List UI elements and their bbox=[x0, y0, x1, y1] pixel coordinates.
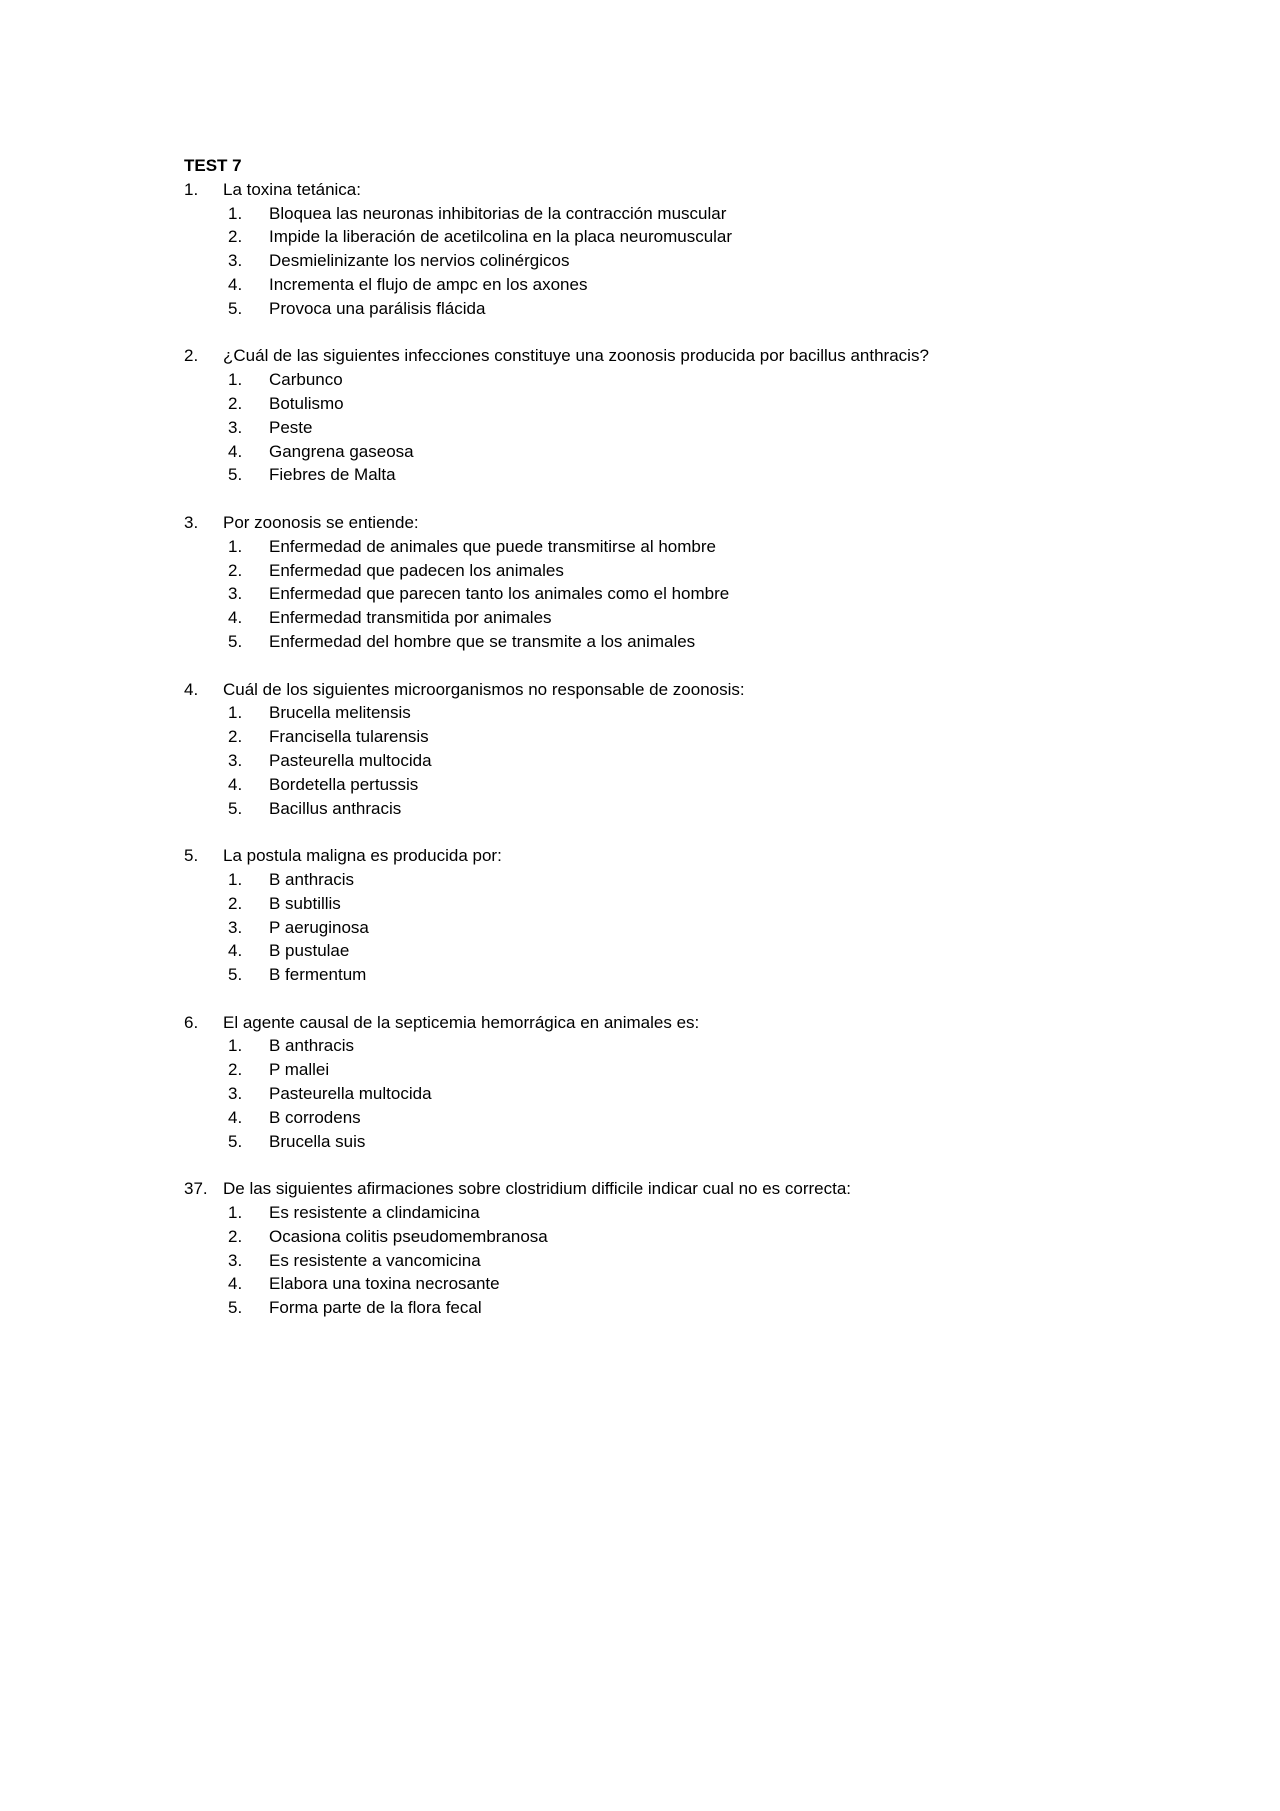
option-number: 2. bbox=[228, 727, 243, 747]
question-number: 37. bbox=[184, 1179, 208, 1199]
option-number: 5. bbox=[228, 1131, 243, 1151]
option-number: 5. bbox=[228, 798, 243, 818]
option-number: 5. bbox=[228, 465, 243, 485]
option-list bbox=[184, 202, 1184, 321]
option-number: 5. bbox=[228, 298, 243, 318]
option-text: Francisella tularensis bbox=[269, 727, 429, 747]
option-number: 5. bbox=[228, 965, 243, 985]
question-number: 4. bbox=[184, 679, 199, 699]
option-number: 3. bbox=[228, 1250, 243, 1270]
question-text: Por zoonosis se entiende: bbox=[223, 512, 419, 532]
option-item bbox=[184, 416, 1184, 440]
option-number: 4. bbox=[228, 608, 243, 628]
question-row bbox=[184, 511, 1184, 535]
option-item bbox=[184, 1034, 1184, 1058]
option-item bbox=[184, 797, 1184, 821]
option-text: Botulismo bbox=[269, 393, 344, 413]
option-text: B anthracis bbox=[269, 1036, 355, 1056]
option-item bbox=[184, 749, 1184, 773]
option-item bbox=[184, 440, 1184, 464]
option-text: Provoca una parálisis flácida bbox=[269, 298, 486, 318]
option-number: 5. bbox=[228, 1298, 243, 1318]
option-number: 4. bbox=[228, 274, 243, 294]
option-item bbox=[184, 1249, 1184, 1273]
question-text: La toxina tetánica: bbox=[223, 179, 361, 199]
option-item bbox=[184, 939, 1184, 963]
option-item bbox=[184, 606, 1184, 630]
option-number: 3. bbox=[228, 584, 243, 604]
option-item bbox=[184, 1130, 1184, 1154]
option-item bbox=[184, 249, 1184, 273]
option-number: 2. bbox=[228, 393, 243, 413]
option-text: Gangrena gaseosa bbox=[269, 441, 414, 461]
option-number: 1. bbox=[228, 1036, 243, 1056]
option-text: Es resistente a clindamicina bbox=[269, 1203, 480, 1223]
option-item bbox=[184, 559, 1184, 583]
question-block bbox=[184, 1177, 1184, 1320]
option-item bbox=[184, 773, 1184, 797]
option-number: 1. bbox=[228, 370, 243, 390]
question-block bbox=[184, 844, 1184, 1011]
question-spacer bbox=[184, 654, 1184, 678]
option-text: Bordetella pertussis bbox=[269, 774, 419, 794]
question-row bbox=[184, 844, 1184, 868]
option-number: 3. bbox=[228, 750, 243, 770]
option-number: 3. bbox=[228, 917, 243, 937]
option-text: Enfermedad que padecen los animales bbox=[269, 560, 564, 580]
option-item bbox=[184, 535, 1184, 559]
option-number: 3. bbox=[228, 417, 243, 437]
option-number: 1. bbox=[228, 536, 243, 556]
option-text: Brucella melitensis bbox=[269, 703, 411, 723]
option-text: Fiebres de Malta bbox=[269, 465, 396, 485]
question-number: 5. bbox=[184, 846, 199, 866]
option-text: Enfermedad del hombre que se transmite a los animales bbox=[269, 631, 696, 651]
option-item bbox=[184, 297, 1184, 321]
option-number: 4. bbox=[228, 1107, 243, 1127]
question-text: Cuál de los siguientes microorganismos no responsable de zoonosis: bbox=[223, 679, 745, 699]
option-text: Enfermedad transmitida por animales bbox=[269, 608, 552, 628]
option-text: B pustulae bbox=[269, 941, 350, 961]
option-text: Forma parte de la flora fecal bbox=[269, 1298, 482, 1318]
option-item bbox=[184, 392, 1184, 416]
option-text: Enfermedad que parecen tanto los animales como el hombre bbox=[269, 584, 730, 604]
option-item bbox=[184, 368, 1184, 392]
option-item bbox=[184, 273, 1184, 297]
option-item bbox=[184, 963, 1184, 987]
option-text: Pasteurella multocida bbox=[269, 1084, 432, 1104]
question-block bbox=[184, 678, 1184, 845]
option-text: Es resistente a vancomicina bbox=[269, 1250, 481, 1270]
question-text: ¿Cuál de las siguientes infecciones constituye una zoonosis producida por bacillus anthracis? bbox=[223, 346, 929, 366]
question-row bbox=[184, 1011, 1184, 1035]
option-item bbox=[184, 892, 1184, 916]
option-list bbox=[184, 1034, 1184, 1153]
option-number: 2. bbox=[228, 1226, 243, 1246]
option-text: B fermentum bbox=[269, 965, 367, 985]
option-item bbox=[184, 1225, 1184, 1249]
option-number: 3. bbox=[228, 1084, 243, 1104]
option-number: 2. bbox=[228, 893, 243, 913]
option-text: Pasteurella multocida bbox=[269, 750, 432, 770]
option-number: 3. bbox=[228, 251, 243, 271]
option-text: Ocasiona colitis pseudomembranosa bbox=[269, 1226, 548, 1246]
option-item bbox=[184, 630, 1184, 654]
option-number: 1. bbox=[228, 203, 243, 223]
option-text: P mallei bbox=[269, 1060, 330, 1080]
option-list bbox=[184, 868, 1184, 987]
option-item bbox=[184, 1201, 1184, 1225]
option-text: Desmielinizante los nervios colinérgicos bbox=[269, 251, 570, 271]
option-text: Bloquea las neuronas inhibitorias de la contracción muscular bbox=[269, 203, 727, 223]
question-block bbox=[184, 344, 1184, 511]
question-number: 2. bbox=[184, 346, 199, 366]
option-number: 2. bbox=[228, 1060, 243, 1080]
option-list bbox=[184, 368, 1184, 487]
question-block bbox=[184, 178, 1184, 345]
option-text: P aeruginosa bbox=[269, 917, 369, 937]
option-number: 4. bbox=[228, 774, 243, 794]
option-item bbox=[184, 225, 1184, 249]
option-number: 4. bbox=[228, 1274, 243, 1294]
option-number: 4. bbox=[228, 441, 243, 461]
option-number: 4. bbox=[228, 941, 243, 961]
question-row bbox=[184, 344, 1184, 368]
option-text: Peste bbox=[269, 417, 313, 437]
question-row bbox=[184, 178, 1184, 202]
question-spacer bbox=[184, 321, 1184, 345]
option-list bbox=[184, 535, 1184, 654]
question-number: 6. bbox=[184, 1012, 199, 1032]
document-content bbox=[184, 154, 1184, 1320]
option-item bbox=[184, 1296, 1184, 1320]
option-number: 5. bbox=[228, 631, 243, 651]
option-list bbox=[184, 701, 1184, 820]
option-item bbox=[184, 868, 1184, 892]
option-text: B anthracis bbox=[269, 869, 355, 889]
option-item bbox=[184, 725, 1184, 749]
option-text: Bacillus anthracis bbox=[269, 798, 402, 818]
question-number: 1. bbox=[184, 179, 199, 199]
option-item bbox=[184, 916, 1184, 940]
option-text: Incrementa el flujo de ampc en los axones bbox=[269, 274, 588, 294]
option-item bbox=[184, 202, 1184, 226]
option-text: Elabora una toxina necrosante bbox=[269, 1274, 500, 1294]
question-spacer bbox=[184, 987, 1184, 1011]
question-spacer bbox=[184, 487, 1184, 511]
option-number: 2. bbox=[228, 560, 243, 580]
question-text: El agente causal de la septicemia hemorrágica en animales es: bbox=[223, 1012, 700, 1032]
option-text: B subtillis bbox=[269, 893, 341, 913]
question-row bbox=[184, 678, 1184, 702]
question-list bbox=[184, 178, 1184, 1320]
option-number: 2. bbox=[228, 227, 243, 247]
option-item bbox=[184, 1272, 1184, 1296]
document-title: TEST 7 bbox=[184, 156, 242, 175]
option-item bbox=[184, 463, 1184, 487]
option-item bbox=[184, 701, 1184, 725]
option-item bbox=[184, 1058, 1184, 1082]
question-text: De las siguientes afirmaciones sobre clostridium difficile indicar cual no es correcta: bbox=[223, 1179, 852, 1199]
question-block bbox=[184, 1011, 1184, 1178]
question-row bbox=[184, 1177, 1184, 1201]
option-item bbox=[184, 1106, 1184, 1130]
option-number: 1. bbox=[228, 703, 243, 723]
option-item bbox=[184, 582, 1184, 606]
option-number: 1. bbox=[228, 869, 243, 889]
question-spacer bbox=[184, 820, 1184, 844]
question-text: La postula maligna es producida por: bbox=[223, 846, 502, 866]
option-text: Impide la liberación de acetilcolina en la placa neuromuscular bbox=[269, 227, 733, 247]
question-block bbox=[184, 511, 1184, 678]
question-number: 3. bbox=[184, 512, 199, 532]
option-item bbox=[184, 1082, 1184, 1106]
option-text: Enfermedad de animales que puede transmitirse al hombre bbox=[269, 536, 716, 556]
option-text: Carbunco bbox=[269, 370, 343, 390]
option-text: B corrodens bbox=[269, 1107, 361, 1127]
question-spacer bbox=[184, 1153, 1184, 1177]
option-number: 1. bbox=[228, 1203, 243, 1223]
option-text: Brucella suis bbox=[269, 1131, 366, 1151]
option-list bbox=[184, 1201, 1184, 1320]
